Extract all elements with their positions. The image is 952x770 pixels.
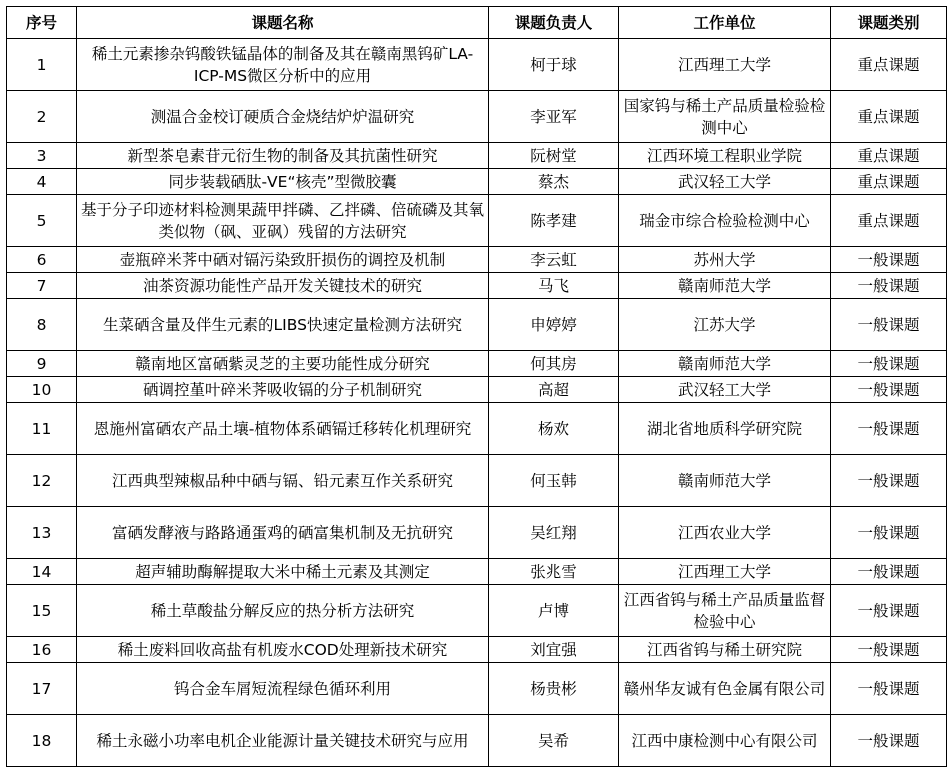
cell-unit: 江西环境工程职业学院 (619, 143, 831, 169)
cell-no: 14 (7, 559, 77, 585)
cell-type: 一般课题 (831, 715, 947, 767)
table-row (7, 559, 947, 585)
table-row (7, 195, 947, 247)
table-row (7, 663, 947, 715)
table-row (7, 143, 947, 169)
cell-unit: 江西省钨与稀土产品质量监督检验中心 (619, 585, 831, 637)
cell-leader: 李亚军 (489, 91, 619, 143)
cell-type: 一般课题 (831, 377, 947, 403)
cell-leader: 杨欢 (489, 403, 619, 455)
cell-leader: 吴希 (489, 715, 619, 767)
cell-title: 同步装载硒肽-VE“核壳”型微胶囊 (77, 169, 489, 195)
cell-title: 稀土废料回收高盐有机废水COD处理新技术研究 (77, 637, 489, 663)
cell-unit: 江西农业大学 (619, 507, 831, 559)
cell-unit: 苏州大学 (619, 247, 831, 273)
header-leader: 课题负责人 (489, 7, 619, 39)
cell-unit: 赣州华友诚有色金属有限公司 (619, 663, 831, 715)
cell-no: 10 (7, 377, 77, 403)
cell-unit: 武汉轻工大学 (619, 377, 831, 403)
table-row (7, 39, 947, 91)
cell-type: 重点课题 (831, 91, 947, 143)
cell-unit: 江西中康检测中心有限公司 (619, 715, 831, 767)
cell-type: 重点课题 (831, 169, 947, 195)
cell-type: 一般课题 (831, 663, 947, 715)
cell-no: 11 (7, 403, 77, 455)
cell-no: 4 (7, 169, 77, 195)
cell-unit: 江苏大学 (619, 299, 831, 351)
table-row (7, 377, 947, 403)
table-row (7, 247, 947, 273)
header-no: 序号 (7, 7, 77, 39)
table-row (7, 585, 947, 637)
table-row (7, 715, 947, 767)
cell-leader: 何玉韩 (489, 455, 619, 507)
cell-leader: 杨贵彬 (489, 663, 619, 715)
cell-unit: 赣南师范大学 (619, 273, 831, 299)
header-type: 课题类别 (831, 7, 947, 39)
cell-leader: 吴红翔 (489, 507, 619, 559)
cell-title: 硒调控堇叶碎米荠吸收镉的分子机制研究 (77, 377, 489, 403)
table-row (7, 91, 947, 143)
cell-unit: 赣南师范大学 (619, 455, 831, 507)
cell-title: 富硒发酵液与路路通蛋鸡的硒富集机制及无抗研究 (77, 507, 489, 559)
header-title: 课题名称 (77, 7, 489, 39)
header-unit: 工作单位 (619, 7, 831, 39)
project-table (6, 6, 947, 767)
cell-no: 15 (7, 585, 77, 637)
cell-title: 稀土草酸盐分解反应的热分析方法研究 (77, 585, 489, 637)
cell-leader: 申婷婷 (489, 299, 619, 351)
cell-title: 稀土永磁小功率电机企业能源计量关键技术研究与应用 (77, 715, 489, 767)
cell-type: 一般课题 (831, 351, 947, 377)
cell-no: 18 (7, 715, 77, 767)
cell-unit: 瑞金市综合检验检测中心 (619, 195, 831, 247)
cell-type: 一般课题 (831, 559, 947, 585)
cell-type: 一般课题 (831, 247, 947, 273)
table-row (7, 299, 947, 351)
cell-title: 基于分子印迹材料检测果蔬甲拌磷、乙拌磷、倍硫磷及其氧类似物（砜、亚砜）残留的方法研究 (77, 195, 489, 247)
cell-no: 2 (7, 91, 77, 143)
cell-no: 9 (7, 351, 77, 377)
cell-type: 一般课题 (831, 299, 947, 351)
cell-leader: 高超 (489, 377, 619, 403)
cell-unit: 国家钨与稀土产品质量检验检测中心 (619, 91, 831, 143)
cell-type: 一般课题 (831, 455, 947, 507)
cell-type: 一般课题 (831, 273, 947, 299)
cell-type: 重点课题 (831, 195, 947, 247)
cell-title: 江西典型辣椒品种中硒与镉、铅元素互作关系研究 (77, 455, 489, 507)
cell-title: 恩施州富硒农产品土壤-植物体系硒镉迁移转化机理研究 (77, 403, 489, 455)
cell-no: 7 (7, 273, 77, 299)
table-row (7, 273, 947, 299)
cell-title: 壶瓶碎米荠中硒对镉污染致肝损伤的调控及机制 (77, 247, 489, 273)
cell-leader: 马飞 (489, 273, 619, 299)
table-row (7, 637, 947, 663)
cell-type: 重点课题 (831, 39, 947, 91)
cell-type: 一般课题 (831, 585, 947, 637)
table-row (7, 351, 947, 377)
cell-unit: 湖北省地质科学研究院 (619, 403, 831, 455)
cell-unit: 江西理工大学 (619, 39, 831, 91)
cell-no: 8 (7, 299, 77, 351)
cell-leader: 陈孝建 (489, 195, 619, 247)
cell-title: 赣南地区富硒紫灵芝的主要功能性成分研究 (77, 351, 489, 377)
table-row (7, 403, 947, 455)
cell-title: 生菜硒含量及伴生元素的LIBS快速定量检测方法研究 (77, 299, 489, 351)
cell-no: 1 (7, 39, 77, 91)
cell-leader: 李云虹 (489, 247, 619, 273)
table-row (7, 455, 947, 507)
cell-unit: 江西省钨与稀土研究院 (619, 637, 831, 663)
cell-no: 16 (7, 637, 77, 663)
header-row (7, 7, 947, 39)
cell-no: 12 (7, 455, 77, 507)
cell-no: 5 (7, 195, 77, 247)
cell-leader: 刘宜强 (489, 637, 619, 663)
table-row (7, 507, 947, 559)
cell-no: 6 (7, 247, 77, 273)
cell-title: 稀土元素掺杂钨酸铁锰晶体的制备及其在赣南黑钨矿LA-ICP-MS微区分析中的应用 (77, 39, 489, 91)
cell-type: 一般课题 (831, 403, 947, 455)
cell-type: 一般课题 (831, 507, 947, 559)
cell-unit: 江西理工大学 (619, 559, 831, 585)
cell-title: 油茶资源功能性产品开发关键技术的研究 (77, 273, 489, 299)
cell-no: 3 (7, 143, 77, 169)
cell-unit: 赣南师范大学 (619, 351, 831, 377)
cell-no: 13 (7, 507, 77, 559)
cell-title: 测温合金校订硬质合金烧结炉炉温研究 (77, 91, 489, 143)
cell-leader: 卢博 (489, 585, 619, 637)
cell-leader: 蔡杰 (489, 169, 619, 195)
cell-type: 一般课题 (831, 637, 947, 663)
cell-leader: 阮树堂 (489, 143, 619, 169)
cell-no: 17 (7, 663, 77, 715)
cell-type: 重点课题 (831, 143, 947, 169)
cell-unit: 武汉轻工大学 (619, 169, 831, 195)
cell-leader: 张兆雪 (489, 559, 619, 585)
cell-leader: 何其房 (489, 351, 619, 377)
table-row (7, 169, 947, 195)
cell-title: 钨合金车屑短流程绿色循环利用 (77, 663, 489, 715)
cell-title: 超声辅助酶解提取大米中稀土元素及其测定 (77, 559, 489, 585)
cell-leader: 柯于球 (489, 39, 619, 91)
cell-title: 新型茶皂素苷元衍生物的制备及其抗菌性研究 (77, 143, 489, 169)
